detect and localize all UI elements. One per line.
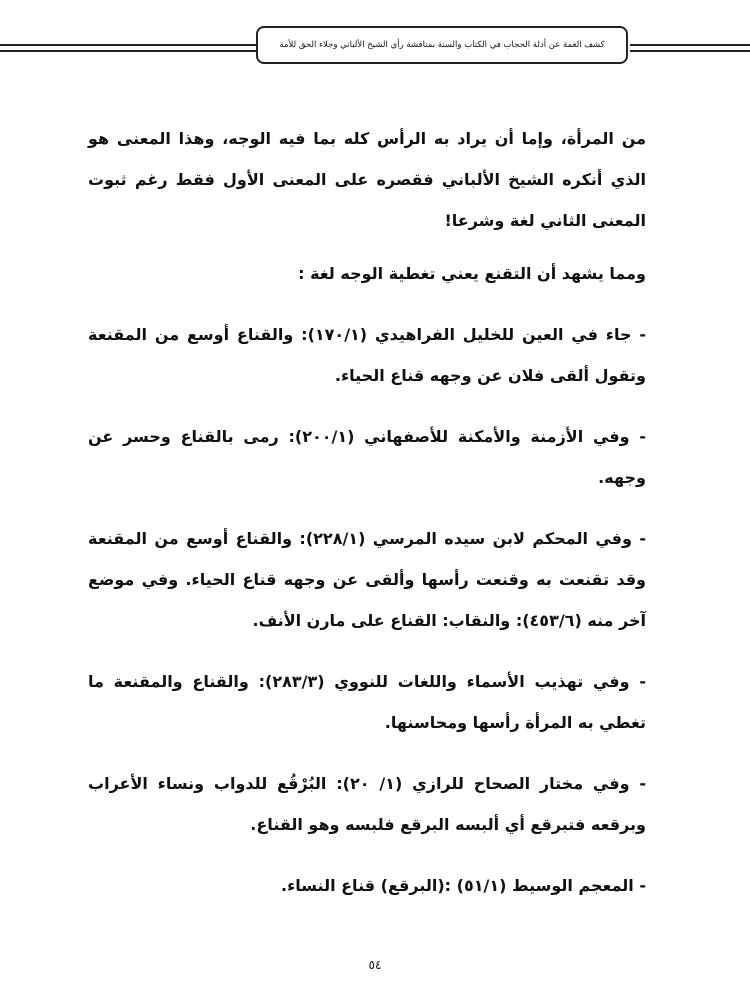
page-number: ٥٤ [368, 958, 382, 972]
paragraph-citation-ain: - جاء في العين للخليل الفراهيدي (١٧٠/١): والقناع أوسع من المقنعة وتقول ألقى فلان عن وجهه قناع الحياء. [88, 325, 647, 385]
page-body [88, 118, 646, 906]
paragraph-continuation: من المرأة، وإما أن يراد به الرأس كله بما فيه الوجه، وهذا المعنى هو الذي أنكره الشيخ الألباني فقصره على المعنى الأول فقط رغم ثبوت المعنى الثاني لغة وشرعا! [88, 129, 646, 230]
header-rule-left-bottom [0, 50, 256, 52]
header-rule-right-bottom [630, 50, 750, 52]
running-header-title: كشف الغمة عن أدلة الحجاب في الكتاب والسنة بمناقشة رأي الشيخ الألباني وجلاء الحق للأمة [279, 40, 605, 50]
paragraph-citation-mukhtar: - وفي مختار الصحاح للرازي (١/ ٢٠): البُرْقُع للدواب ونساء الأعراب وبرقعه فتبرقع أي ألبسه البرقع فلبسه وهو القناع. [88, 774, 646, 834]
paragraph-citation-muhkam: - وفي المحكم لابن سيده المرسي (٢٢٨/١): والقناع أوسع من المقنعة وقد تقنعت به وقنعت رأسها وألقى عن وجهه قناع الحياء. وفي موضع آخر منه (٤٥٣/٦): والنقاب: القناع على مارن الأنف. [88, 529, 647, 630]
paragraph-intro: ومما يشهد أن التقنع يعني تغطية الوجه لغة : [298, 264, 646, 283]
running-header [256, 26, 628, 64]
paragraph-citation-tahdhib: - وفي تهذيب الأسماء واللغات للنووي (٢٨٣/٣): والقناع والمقنعة ما تغطي به المرأة رأسها ومحاسنها. [88, 672, 647, 732]
paragraph-citation-azmina: - وفي الأزمنة والأمكنة للأصفهاني (٢٠٠/١): رمى بالقناع وحسر عن وجهه. [88, 427, 646, 487]
header-rule-right-top [630, 44, 750, 46]
paragraph-citation-wasit: - المعجم الوسيط (٥١/١) :(البرقع) قناع النساء. [280, 876, 646, 895]
header-rule-left-top [0, 44, 256, 46]
